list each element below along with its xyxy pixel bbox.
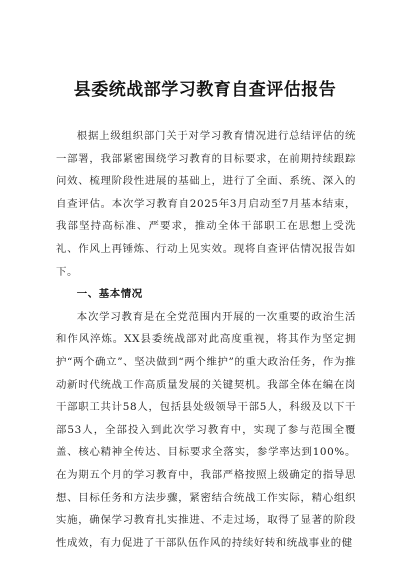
document-body	[56, 125, 356, 554]
section-paragraph-basic-situation: 本次学习教育是在全党范围内开展的一次重要的政治生活和作风淬炼。XX县委统战部对此高度重视，将其作为坚定拥护“两个确立”、坚决做到“两个维护”的重大政治任务，作为推动新时代统战工作高质量发展的关键契机。我部全体在编在岗干部职工共计58人，包括县处级领导干部5人，科级及以下干部53人，全部投入到此次学习教育中，实现了参与范围全覆盖、核心精神全传达、目标要求全落实，参学率达到100%。在为期五个月的学习教育中，我部严格按照上级确定的指导思想、目标任务和方法步骤，紧密结合统战工作实际，精心组织实施，确保学习教育扎实推进、不走过场，取得了显著的阶段性成效，有力促进了干部队伍作风的持续好转和统战事业的健	[56, 310, 356, 549]
intro-paragraph: 根据上级组织部门关于对学习教育情况进行总结评估的统一部署，我部紧密围绕学习教育的目标要求，在前期持续跟踪问效、梳理阶段性进展的基础上，进行了全面、系统、深入的自查评估。本次学习教育自2025年3月启动至7月基本结束，我部坚持高标准、严要求，推动全体干部职工在思想上受洗礼、作风上再锤炼、行动上见实效。现将自查评估情况报告如下。	[56, 130, 356, 278]
document-title: 县委统战部学习教育自查评估报告	[73, 80, 337, 100]
section-heading-basic-situation: 一、基本情况	[76, 288, 143, 301]
